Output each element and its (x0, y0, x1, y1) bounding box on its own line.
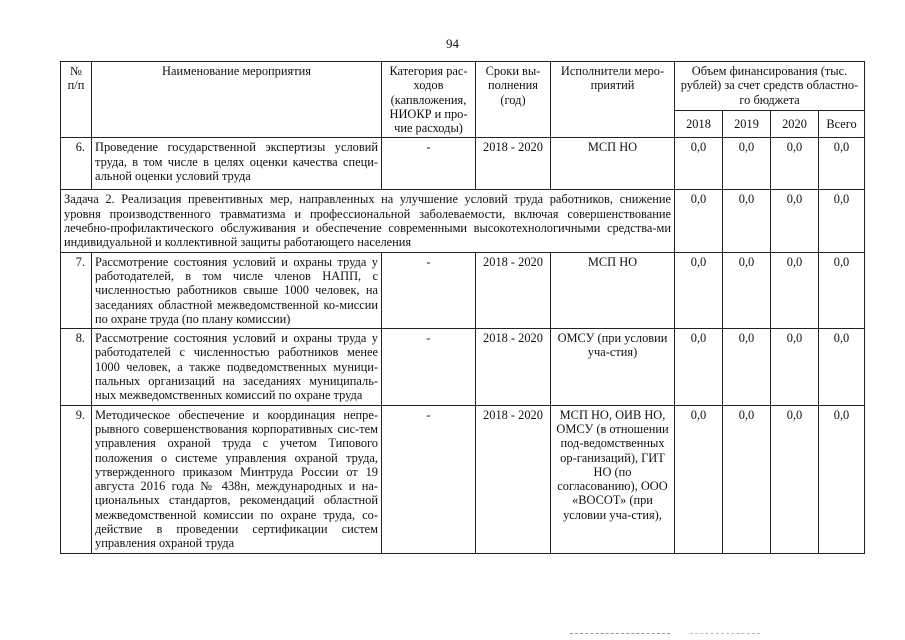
row-value-2020: 0,0 (771, 329, 819, 405)
row-terms: 2018 - 2020 (476, 138, 551, 190)
header-terms: Сроки вы-полнения (год) (476, 62, 551, 138)
scan-artifact-line (570, 633, 670, 634)
row-value-total: 0,0 (819, 329, 865, 405)
row-executors: МСП НО (551, 138, 675, 190)
row-terms: 2018 - 2020 (476, 405, 551, 553)
table-row (61, 138, 865, 190)
row-value-total: 0,0 (819, 405, 865, 553)
header-row-1 (61, 62, 865, 111)
row-value-2019: 0,0 (723, 329, 771, 405)
row-num: 8. (61, 329, 92, 405)
row-name: Рассмотрение состояния условий и охраны труда у работодателей с численностью работников менее 1000 человек, а также подведомственных муници-пальных организаций на заседаниях муниципаль-ных межведомственных комиссий по охране труда (92, 329, 382, 405)
row-value-2020: 0,0 (771, 138, 819, 190)
table-row (61, 252, 865, 328)
funding-table (60, 61, 865, 554)
row-value-total: 0,0 (819, 138, 865, 190)
row-value-2018: 0,0 (675, 190, 723, 252)
row-num: 9. (61, 405, 92, 553)
header-2018: 2018 (675, 110, 723, 138)
row-executors: МСП НО (551, 252, 675, 328)
row-category: - (382, 405, 476, 553)
row-value-2018: 0,0 (675, 405, 723, 553)
row-value-2019: 0,0 (723, 138, 771, 190)
row-value-total: 0,0 (819, 252, 865, 328)
row-value-2020: 0,0 (771, 405, 819, 553)
row-terms: 2018 - 2020 (476, 252, 551, 328)
row-terms: 2018 - 2020 (476, 329, 551, 405)
row-num: 7. (61, 252, 92, 328)
row-value-total: 0,0 (819, 190, 865, 252)
header-total: Всего (819, 110, 865, 138)
header-executors: Исполнители меро-приятий (551, 62, 675, 138)
header-num: № п/п (61, 62, 92, 138)
row-value-2019: 0,0 (723, 405, 771, 553)
task-text: Задача 2. Реализация превентивных мер, направленных на улучшение условий труда работников, снижение уровня производственного травматизма и профессиональной заболеваемости, включая совершенствование лечебно-профилактического обслуживания и обеспечение современными высокотехнологичными средства-ми индивидуальной и коллективной защиты работающего населения (61, 190, 675, 252)
row-name: Проведение государственной экспертизы условий труда, в том числе в целях оценки качества специ-альной оценки условий труда (92, 138, 382, 190)
page-number: 94 (446, 36, 459, 51)
row-value-2020: 0,0 (771, 252, 819, 328)
row-value-2020: 0,0 (771, 190, 819, 252)
row-name: Рассмотрение состояния условий и охраны труда у работодателей, в том числе членов НАПП, с численностью работников свыше 1000 человек, на заседаниях областной межведомственной ко-миссии по охране труда (по плану комиссии) (92, 252, 382, 328)
row-value-2018: 0,0 (675, 138, 723, 190)
row-value-2018: 0,0 (675, 252, 723, 328)
row-value-2019: 0,0 (723, 252, 771, 328)
row-category: - (382, 252, 476, 328)
header-2019: 2019 (723, 110, 771, 138)
table-row (61, 405, 865, 553)
row-category: - (382, 138, 476, 190)
header-funding: Объем финансирования (тыс. рублей) за счет средств областно-го бюджета (675, 62, 865, 111)
row-executors: МСП НО, ОИВ НО, ОМСУ (в отношении под-ведомственных ор-ганизаций), ГИТ НО (по согласованию), ООО «ВОСОТ» (при условии уча-стия), (551, 405, 675, 553)
table-row (61, 329, 865, 405)
task-row (61, 190, 865, 252)
header-2020: 2020 (771, 110, 819, 138)
row-executors: ОМСУ (при условии уча-стия) (551, 329, 675, 405)
header-category: Категория рас-ходов (капвложения, НИОКР и про-чие расходы) (382, 62, 476, 138)
row-value-2018: 0,0 (675, 329, 723, 405)
header-name: Наименование мероприятия (92, 62, 382, 138)
scan-artifact-line (690, 633, 760, 634)
row-category: - (382, 329, 476, 405)
row-value-2019: 0,0 (723, 190, 771, 252)
row-num: 6. (61, 138, 92, 190)
row-name: Методическое обеспечение и координация непре-рывного совершенствования корпоративных сис-тем управления охраной труда с учетом Типового положения о системе управления охраной труда, утвержденного приказом Минтруда России от 19 августа 2016 года № 438н, международных и на-циональных стандартов, рекомендаций областной межведомственной комиссии по охране труда, со-действие в проведении сертификации систем управления охраной труда (92, 405, 382, 553)
